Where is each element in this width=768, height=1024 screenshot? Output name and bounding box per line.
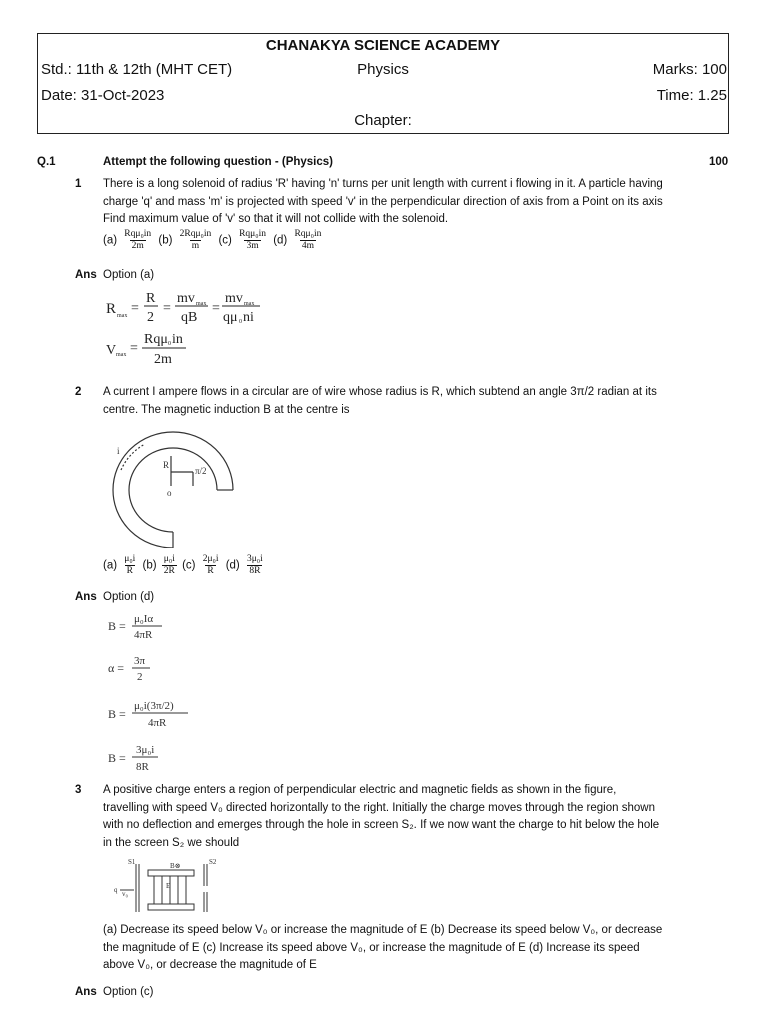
option-fraction bbox=[178, 229, 214, 252]
option-label: (a) bbox=[103, 559, 118, 572]
paper-header bbox=[37, 33, 729, 134]
answer-text: Option (d) bbox=[103, 591, 155, 603]
svg-text:B =: B = bbox=[108, 619, 126, 633]
option-fraction bbox=[245, 554, 265, 577]
option-fraction bbox=[162, 554, 177, 577]
svg-text:π/2: π/2 bbox=[195, 466, 207, 476]
svg-text:max: max bbox=[117, 313, 128, 319]
section-number: Q.1 bbox=[37, 156, 56, 168]
svg-text:3π: 3π bbox=[134, 655, 146, 667]
time-label: Time: 1.25 bbox=[656, 87, 727, 104]
option-label: (b) bbox=[142, 559, 157, 572]
svg-text:4πR: 4πR bbox=[148, 717, 167, 729]
answer-label: Ans bbox=[75, 269, 97, 281]
svg-text:3μ₀i: 3μ₀i bbox=[136, 744, 155, 756]
svg-text:i: i bbox=[117, 446, 120, 456]
svg-text:B⊗: B⊗ bbox=[170, 862, 181, 870]
svg-text:R: R bbox=[146, 291, 156, 306]
chapter-label: Chapter: bbox=[354, 112, 412, 129]
question-number: 1 bbox=[75, 178, 82, 190]
option-line: the magnitude of E (c) Increase its speed above V₀, or increase the magnitude of E (d) Increase its speed bbox=[103, 941, 640, 954]
fraction-denominator: 8R bbox=[249, 566, 261, 576]
question-line: charge 'q' and mass 'm' is projected with speed 'v' in the perpendicular direction of axis from a Point on its axis bbox=[103, 195, 663, 208]
option-fraction bbox=[292, 229, 323, 252]
fraction-denominator: 2m bbox=[131, 241, 144, 251]
svg-text:ni: ni bbox=[243, 310, 254, 325]
fraction-numerator: μ₀i bbox=[124, 554, 136, 564]
fraction-denominator: 3m bbox=[246, 241, 259, 251]
question-line: There is a long solenoid of radius 'R' having 'n' turns per unit length with current i flowing in it. A particle having bbox=[103, 178, 663, 190]
svg-text:max: max bbox=[116, 352, 127, 358]
option-label: (a) bbox=[103, 234, 118, 247]
question-line: Find maximum value of 'v' so that it will not collide with the solenoid. bbox=[103, 213, 449, 225]
date-label: Date: 31-Oct-2023 bbox=[41, 87, 165, 104]
fraction-denominator: 2R bbox=[163, 566, 175, 576]
options-row bbox=[103, 554, 267, 577]
svg-text:=: = bbox=[212, 301, 220, 316]
subject-label: Physics bbox=[357, 61, 409, 78]
svg-text:in: in bbox=[172, 332, 183, 347]
fraction-numerator: μ₀i bbox=[163, 554, 175, 564]
option-fraction bbox=[201, 554, 221, 577]
question-number: 3 bbox=[75, 784, 82, 796]
solution-2-figure bbox=[106, 610, 216, 776]
svg-text:μ₀i(3π/2): μ₀i(3π/2) bbox=[134, 700, 174, 712]
option-label: (c) bbox=[182, 559, 196, 572]
circular-arc-figure bbox=[105, 424, 245, 548]
standard-label: Std.: 11th & 12th (MHT CET) bbox=[41, 61, 233, 78]
svg-text:v₀: v₀ bbox=[122, 890, 128, 898]
svg-text:=: = bbox=[163, 301, 171, 316]
svg-text:Rqμ: Rqμ bbox=[144, 332, 168, 347]
svg-text:2m: 2m bbox=[154, 352, 172, 367]
question-line: travelling with speed V₀ directed horizontally to the right. Initially the charge moves through the region shown bbox=[103, 801, 655, 814]
options-paragraph bbox=[103, 922, 713, 975]
fraction-numerator: Rqμ₀in bbox=[239, 229, 266, 239]
option-fraction bbox=[237, 229, 268, 252]
fraction-numerator: 2Rqμ₀in bbox=[179, 229, 212, 239]
question-line: in the screen S₂ we should bbox=[103, 836, 240, 849]
fraction-numerator: 2μ₀i bbox=[202, 554, 219, 564]
svg-text:E: E bbox=[166, 882, 171, 890]
option-fraction bbox=[122, 229, 153, 252]
svg-text:max: max bbox=[244, 301, 255, 307]
options-row bbox=[103, 229, 325, 252]
question-text bbox=[103, 176, 713, 229]
svg-text:R: R bbox=[163, 460, 170, 470]
academy-name: CHANAKYA SCIENCE ACADEMY bbox=[265, 37, 501, 54]
fraction-denominator: R bbox=[207, 566, 214, 576]
option-line: above V₀, or decrease the magnitude of E bbox=[103, 959, 317, 971]
svg-text:=: = bbox=[130, 341, 138, 356]
section-instruction: Attempt the following question - (Physics) bbox=[103, 156, 333, 168]
svg-text:mv: mv bbox=[177, 291, 195, 306]
question-line: A positive charge enters a region of perpendicular electric and magnetic fields as shown in the figure, bbox=[103, 784, 617, 796]
fraction-denominator: m bbox=[191, 241, 200, 251]
svg-text:V: V bbox=[106, 343, 117, 358]
svg-text:B =: B = bbox=[108, 751, 126, 765]
svg-text:S1: S1 bbox=[128, 858, 136, 866]
question-text bbox=[103, 782, 713, 852]
svg-text:0: 0 bbox=[168, 341, 171, 347]
fraction-numerator: Rqμ₀in bbox=[124, 229, 152, 239]
svg-text:R: R bbox=[106, 301, 117, 317]
svg-text:0: 0 bbox=[239, 319, 242, 325]
question-text bbox=[103, 384, 713, 419]
answer-label: Ans bbox=[75, 986, 97, 998]
svg-text:8R: 8R bbox=[136, 761, 149, 773]
svg-text:μ₀Iα: μ₀Iα bbox=[134, 613, 154, 625]
fraction-denominator: 4m bbox=[301, 241, 314, 251]
svg-text:2: 2 bbox=[147, 310, 154, 325]
svg-text:S2: S2 bbox=[209, 858, 217, 866]
option-label: (d) bbox=[225, 559, 240, 572]
option-label: (c) bbox=[218, 234, 232, 247]
svg-text:2: 2 bbox=[137, 671, 143, 683]
question-number: 2 bbox=[75, 386, 82, 398]
fields-figure bbox=[112, 858, 222, 918]
answer-text: Option (a) bbox=[103, 269, 155, 281]
svg-text:q: q bbox=[114, 886, 118, 894]
marks-label: Marks: 100 bbox=[652, 61, 727, 78]
svg-text:o: o bbox=[167, 488, 172, 498]
svg-text:mv: mv bbox=[225, 291, 243, 306]
question-line: A current I ampere flows in a circular are of wire whose radius is R, which subtend an angle 3π/2 radian at its bbox=[103, 386, 657, 398]
svg-text:max: max bbox=[196, 301, 207, 307]
option-fraction bbox=[122, 554, 137, 577]
answer-text: Option (c) bbox=[103, 986, 154, 998]
fraction-denominator: R bbox=[126, 566, 133, 576]
svg-text:=: = bbox=[131, 301, 139, 316]
fraction-numerator: Rqμ₀in bbox=[294, 229, 322, 239]
option-label: (d) bbox=[273, 234, 288, 247]
solution-1-figure bbox=[104, 288, 274, 368]
section-marks: 100 bbox=[709, 156, 729, 168]
option-line: (a) Decrease its speed below V₀ or increase the magnitude of E (b) Decrease its speed below V₀, or decrease bbox=[103, 924, 663, 936]
question-line: with no deflection and emerges through the hole in screen S₂. If we now want the charge to hit below the hole bbox=[103, 819, 660, 831]
answer-label: Ans bbox=[75, 591, 97, 603]
option-label: (b) bbox=[158, 234, 173, 247]
question-line: centre. The magnetic induction B at the centre is bbox=[103, 403, 350, 416]
svg-text:qμ: qμ bbox=[223, 310, 238, 325]
svg-text:α =: α = bbox=[108, 661, 125, 675]
fraction-numerator: 3μ₀i bbox=[246, 554, 263, 564]
svg-text:qB: qB bbox=[181, 310, 198, 325]
svg-text:4πR: 4πR bbox=[134, 629, 153, 641]
svg-text:B =: B = bbox=[108, 707, 126, 721]
